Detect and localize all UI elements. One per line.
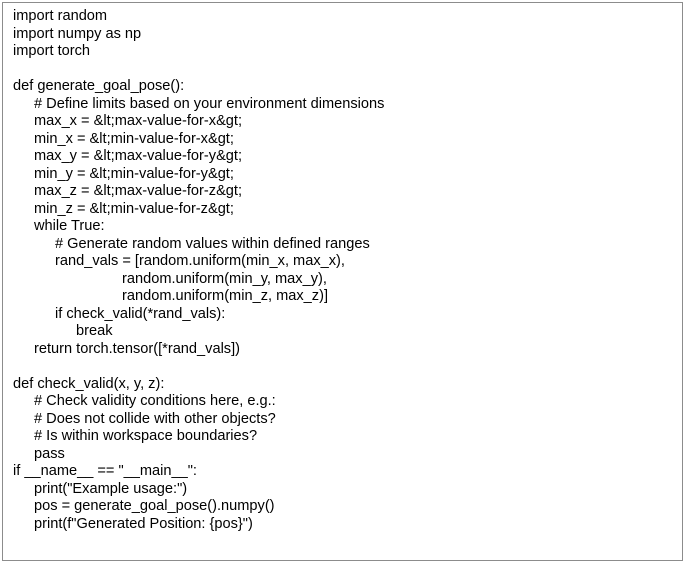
code-line: if __name__ == "__main__": xyxy=(13,463,197,479)
code-line: pos = generate_goal_pose().numpy() xyxy=(34,498,275,514)
code-line: max_x = &lt;max-value-for-x&gt; xyxy=(34,113,243,129)
code-line: # Define limits based on your environment dimensions xyxy=(34,95,385,112)
code-line: if check_valid(*rand_vals): xyxy=(55,305,226,322)
code-document xyxy=(2,2,683,561)
code-line: # Does not collide with other objects? xyxy=(34,410,276,427)
code-line: max_z = &lt;max-value-for-z&gt; xyxy=(34,183,243,199)
code-line: return torch.tensor([*rand_vals]) xyxy=(34,340,241,357)
code-line: import numpy as np xyxy=(13,25,142,42)
code-line: rand_vals = [random.uniform(min_x, max_x), xyxy=(55,253,345,269)
code-block xyxy=(13,8,384,533)
code-line: import random xyxy=(13,8,108,24)
code-line: max_y = &lt;max-value-for-y&gt; xyxy=(34,148,243,164)
code-line: def check_valid(x, y, z): xyxy=(13,375,165,392)
code-line xyxy=(13,358,384,376)
code-line: while True: xyxy=(34,218,105,234)
code-line: print("Example usage:") xyxy=(34,480,188,497)
code-line: # Generate random values within defined ranges xyxy=(55,235,370,252)
code-line: pass xyxy=(34,445,65,462)
code-line: def generate_goal_pose(): xyxy=(13,78,185,94)
code-line: min_z = &lt;min-value-for-z&gt; xyxy=(34,200,234,217)
code-line: random.uniform(min_z, max_z)] xyxy=(122,288,328,304)
code-line: break xyxy=(76,323,113,339)
code-line: # Is within workspace boundaries? xyxy=(34,428,258,444)
code-line xyxy=(13,61,384,79)
code-line: min_x = &lt;min-value-for-x&gt; xyxy=(34,130,234,147)
code-line: random.uniform(min_y, max_y), xyxy=(122,270,327,287)
code-line: print(f"Generated Position: {pos}") xyxy=(34,515,253,532)
code-line: min_y = &lt;min-value-for-y&gt; xyxy=(34,165,234,182)
code-line: # Check validity conditions here, e.g.: xyxy=(34,393,276,409)
code-line: import torch xyxy=(13,43,91,59)
